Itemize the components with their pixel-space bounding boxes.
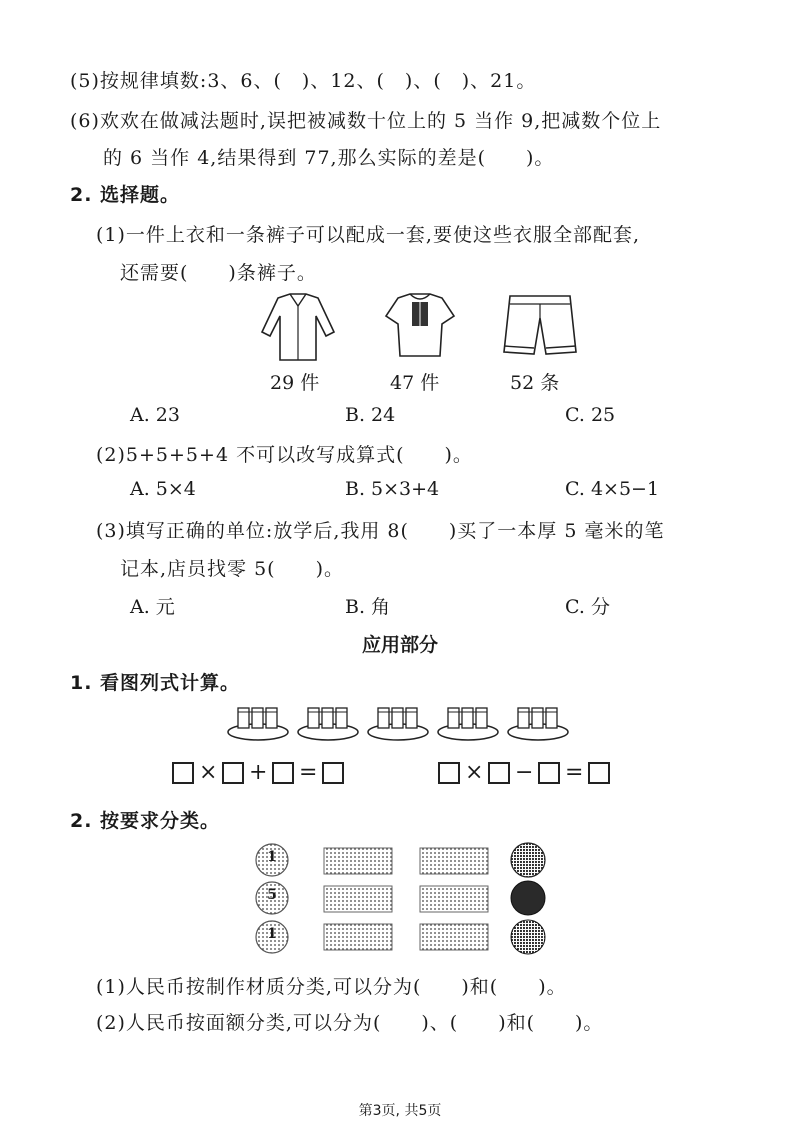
p2-question-2: (2)人民币按面额分类,可以分为( )、( )和( )。: [96, 1012, 604, 1034]
question-5: (5)按规律填数:3、6、( )、12、( )、( )、21。: [70, 70, 537, 92]
dark-coin-icon: [511, 843, 545, 877]
operator-plus: +: [249, 760, 268, 785]
choice-heading: 2. 选择题。: [70, 184, 181, 206]
operator-minus: −: [515, 760, 534, 785]
answer-box-6[interactable]: [488, 762, 510, 784]
operator-times-2: ×: [465, 760, 484, 785]
shorts-count: 52 条: [510, 372, 560, 394]
plates-with-cups: [226, 698, 586, 742]
answer-box-7[interactable]: [538, 762, 560, 784]
shirt-count: 29 件: [270, 372, 320, 394]
p2-question-1: (1)人民币按制作材质分类,可以分为( )和( )。: [96, 976, 567, 998]
application-p1-heading: 1. 看图列式计算。: [70, 672, 241, 694]
money-illustration: [250, 840, 560, 960]
operator-times: ×: [199, 760, 218, 785]
answer-box-8[interactable]: [588, 762, 610, 784]
coin-label-1: 1: [267, 849, 277, 865]
banknote-icon: [420, 886, 488, 912]
banknote-icon: [420, 848, 488, 874]
q2-option-a: A. 5×4: [130, 478, 196, 500]
banknote-icon: [324, 848, 392, 874]
banknote-icon: [420, 924, 488, 950]
application-p2-heading: 2. 按要求分类。: [70, 810, 221, 832]
application-title: 应用部分: [361, 634, 438, 656]
q1-option-a: A. 23: [130, 404, 180, 426]
banknote-icon: [324, 886, 392, 912]
question-6-line2: 的 6 当作 4,结果得到 77,那么实际的差是( )。: [103, 147, 555, 169]
answer-box-4[interactable]: [322, 762, 344, 784]
choice-q3-line2: 记本,店员找零 5( )。: [120, 558, 344, 580]
q3-option-c: C. 分: [565, 596, 610, 618]
coin-label-5: 5: [267, 887, 277, 903]
operator-equals: =: [299, 760, 318, 785]
question-6-line1: (6)欢欢在做减法题时,误把被减数十位上的 5 当作 9,把减数个位上: [70, 110, 662, 132]
q1-option-c: C. 25: [565, 404, 616, 426]
q3-option-b: B. 角: [345, 596, 391, 618]
coin-label-1b: 1: [267, 926, 277, 942]
blouse-count: 47 件: [390, 372, 440, 394]
answer-box-1[interactable]: [172, 762, 194, 784]
q1-option-b: B. 24: [345, 404, 396, 426]
page-footer: 第3页, 共5页: [358, 1103, 442, 1119]
q2-option-c: C. 4×5−1: [565, 478, 660, 500]
choice-q1-line2: 还需要( )条裤子。: [120, 262, 317, 284]
operator-equals-2: =: [565, 760, 584, 785]
q2-option-b: B. 5×3+4: [345, 478, 440, 500]
choice-q3-line1: (3)填写正确的单位:放学后,我用 8( )买了一本厚 5 毫米的笔: [96, 520, 665, 542]
blouse-icon: [380, 290, 460, 360]
plate-icon: [228, 708, 288, 740]
dark-coin-icon: [511, 881, 545, 915]
dark-coin-icon: [511, 920, 545, 954]
answer-box-5[interactable]: [438, 762, 460, 784]
shorts-icon: [500, 292, 580, 362]
banknote-icon: [324, 924, 392, 950]
shirt-icon: [258, 292, 338, 362]
answer-box-2[interactable]: [222, 762, 244, 784]
choice-q2: (2)5+5+5+4 不可以改写成算式( )。: [96, 444, 473, 466]
q3-option-a: A. 元: [130, 596, 175, 618]
choice-q1-line1: (1)一件上衣和一条裤子可以配成一套,要使这些衣服全部配套,: [96, 224, 640, 246]
answer-box-3[interactable]: [272, 762, 294, 784]
